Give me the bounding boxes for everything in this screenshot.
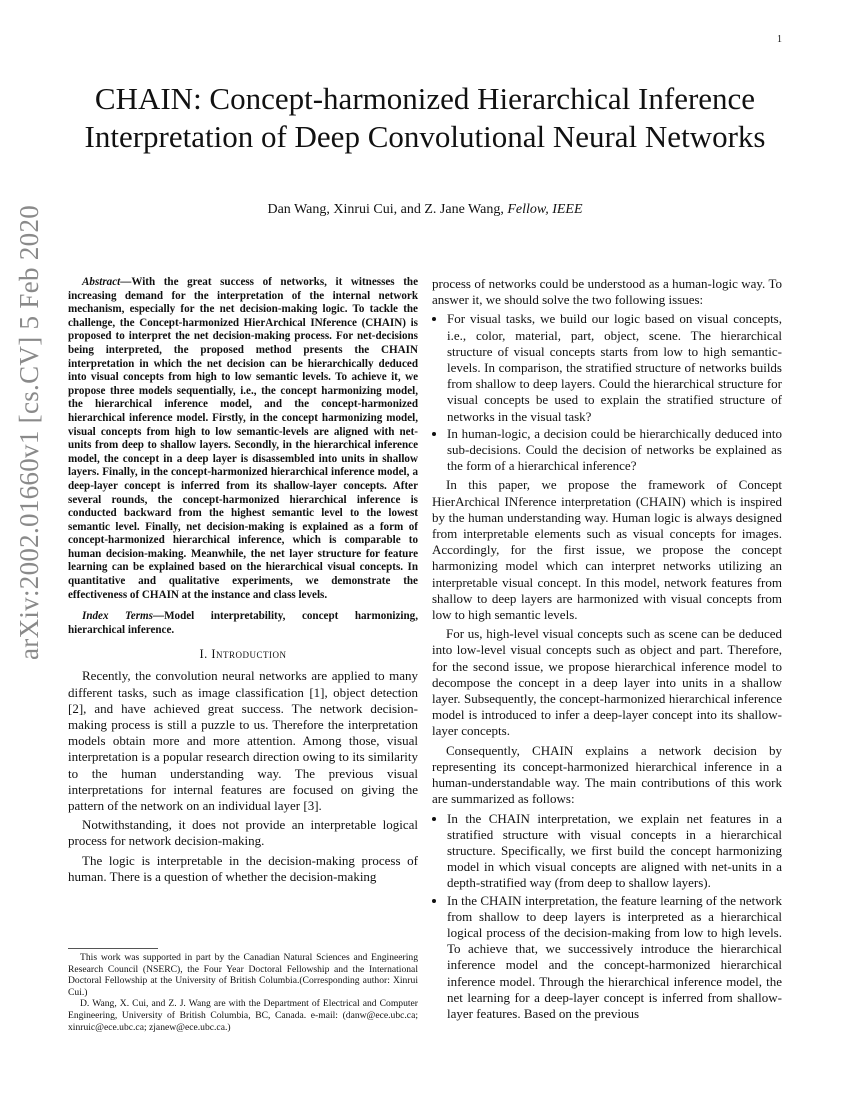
page-number: 1 [777,34,782,45]
left-paragraph: Notwithstanding, it does not provide an interpretable logical process for network decision-making. [68,817,418,849]
author-line [70,202,780,218]
author-names: Dan Wang, Xinrui Cui, and Z. Jane Wang, [267,202,504,217]
footnotes [68,948,418,1033]
list-item: • For visual tasks, we build our logic based on visual concepts, i.e., color, material, part, object, scene. The hierarchical structure of visual concepts starts from low to high semantic-levels. In comparison, the stratified structure of networks builds from shallow to deep layers. Could the hierarchical structure for visual concepts be used to explain the stratified structure of networks in the visual task? [447,311,782,424]
list-item: • In the CHAIN interpretation, the feature learning of the network from shallow to deep layers is interpreted as a hierarchical logical process of the decision-making from low to high levels. To achieve that, we successively introduce the hierarchical inference model and the concept-harmonized hierarchical inference model. Through the hierarchical inference model, the net learning for a deep-layer concept is inferred from shallow-layer features. Based on the previous [447,893,782,1023]
index-terms-lead: Index Terms [82,610,153,623]
abstract-text: —With the great success of networks, it witnesses the increasing demand for the interpretation of the internal network mechanism, especially for the net decision-making logic. To tackle the challenge, the Concept-harmonized HierArchical INference (CHAIN) is proposed to interpret the net decision-making process. For net-decisions being interpreted, the proposed method presents the CHAIN interpretation in which the net decision can be hierarchically deduced into visual concepts from high to low semantic levels. To achieve it, we propose three models sequentially, i.e., the concept harmonizing model, the hierarchical inference model, and the concept-harmonized hierarchical inference model. Firstly, in the concept harmonizing model, visual concepts from high to low semantic-levels are aligned with net-units from deep to shallow layers. Secondly, in the hierarchical inference model, the concept in a deep layer is disassembled into units in shallow layers. Finally, in the concept-harmonized hierarchical inference model, a deep-layer concept is inferred from its shallow-layer concepts. After several rounds, the concept-harmonized hierarchical inference is conducted backward from the highest semantic level to the lowest semantic level. Finally, net decision-making is explained as a form of concept-harmonized hierarchical inference, which is comparable to human decision-making. Meanwhile, the net layer structure for feature learning can be explained based on the hierarchical visual concepts. In quantitative and qualitative experiments, we demonstrate the effectiveness of CHAIN at the instance and class levels. [68,276,418,601]
list-item: • In human-logic, a decision could be hierarchically deduced into sub-decisions. Could the decision of networks be explained as the form of a hierarchical inference? [447,426,782,475]
right-paragraph: Consequently, CHAIN explains a network decision by representing its concept-harmonized hierarchical inference in a human-understandable way. The main contributions of this work are summarized as follows: [432,742,782,807]
abstract-lead: Abstract [82,276,121,288]
right-column [432,276,782,1025]
index-terms-text: —Model interpretability, concept harmonizing, hierarchical inference. [68,610,418,636]
left-paragraph: Recently, the convolution neural networks are applied to many different tasks, such as image classification [1], object detection [2], and have achieved great success. The network decision-making process is still a puzzle to us. Therefore the interpretation models obtain more and more attention. Among those, visual interpretation is a popular research direction owing to its similarity to the human understanding way. The previous visual interpretations for internal features are focused on giving the pattern of the network on an individual layer [3]. [68,668,418,814]
author-suffix: Fellow, IEEE [507,202,583,217]
right-intro: process of networks could be understood as a human-logic way. To answer it, we should solve the two following issues: [432,276,782,308]
paper-title: CHAIN: Concept-harmonized Hierarchical Inference Interpretation of Deep Convolutional Neural Networks [84,81,766,154]
footnote: D. Wang, X. Cui, and Z. J. Wang are with the Department of Electrical and Computer Engineering, University of British Columbia, BC, Canada. e-mail: (danw@ece.ubc.ca; xinruic@ece.ubc.ca; zjanew@ece.ubc.ca.) [68,998,418,1033]
abstract [68,276,418,602]
index-terms [68,610,418,637]
left-paragraph: The logic is interpretable in the decision-making process of human. There is a question of whether the decision-making [68,852,418,884]
arxiv-stamp: arXiv:2002.01660v1 [cs.CV] 5 Feb 2020 [14,204,44,660]
left-column [68,276,418,888]
section-heading: I. Introduction [199,647,287,662]
footnote-rule [68,948,158,949]
contributions-list [432,811,782,1023]
right-paragraph: In this paper, we propose the framework of Concept HierArchical INference interpretation (CHAIN) which is inspired by the human understanding way. Human logic is always designed from interpretable elements such as visual concepts for images. Accordingly, for the first issue, we propose the concept harmonizing model which can interpret networks utilizing an interpretable visual concept. In this model, network features from shallow to deep layers are harmonized with visual concepts from low to high semantic levels. [432,477,782,623]
right-paragraph: For us, high-level visual concepts such as scene can be deduced into low-level visual concepts such as object and part. Therefore, for the second issue, we propose hierarchical inference model to decompose the concept in a deep layer into units in a shallow layer. Subsequently, the concept-harmonized hierarchical inference model is introduced to infer a deep-layer concept into its shallow-layer concepts. [432,626,782,739]
issue-list [432,311,782,474]
list-item: • In the CHAIN interpretation, we explain net features in a stratified structure with visual concepts in a hierarchical structure. Specifically, we first build the concept harmonizing model in which visual concepts are aligned with net-units in a depth-stratified way (from deep to shallow layers). [447,811,782,892]
footnote: This work was supported in part by the Canadian Natural Sciences and Engineering Research Council (NSERC), the Four Year Doctoral Fellowship and the International Doctoral Fellowship at the University of British Columbia.(Corresponding author: Xinrui Cui.) [68,952,418,998]
